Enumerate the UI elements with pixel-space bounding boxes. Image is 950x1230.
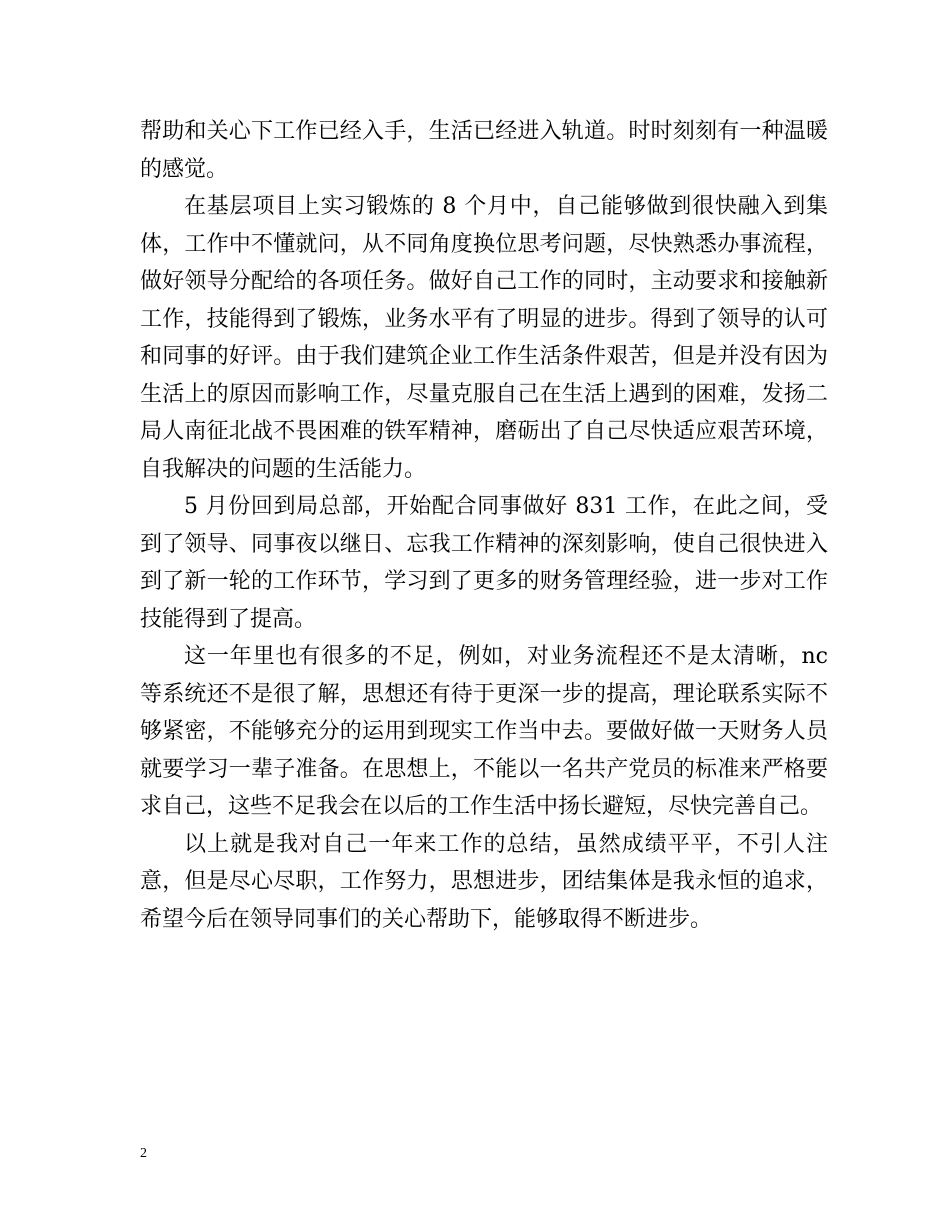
paragraph-3: 5 月份回到局总部，开始配合同事做好 831 工作，在此之间，受到了领导、同事夜以继日、忘我工作精神的深刻影响，使自己很快进入到了新一轮的工作环节，学习到了更多的财务管理经验，进一步对工作技能得到了提高。 (140, 494, 828, 632)
page-number: 2 (140, 1146, 147, 1161)
paragraph-2: 在基层项目上实习锻炼的 8 个月中，自己能够做到很快融入到集体，工作中不懂就问，从不同角度换位思考问题，尽快熟悉办事流程，做好领导分配给的各项任务。做好自己工作的同时，主动要求和接触新工作，技能得到了锻炼，业务水平有了明显的进步。得到了领导的认可和同事的好评。由于我们建筑企业工作生活条件艰苦，但是并没有因为生活上的原因而影响工作，尽量克服自己在生活上遇到的困难，发扬二局人南征北战不畏困难的铁军精神，磨砺出了自己尽快适应艰苦环境，自我解决的问题的生活能力。 (140, 194, 828, 482)
paragraph-5: 以上就是我对自己一年来工作的总结，虽然成绩平平，不引人注意，但是尽心尽职，工作努力，思想进步，团结集体是我永恒的追求，希望今后在领导同事们的关心帮助下，能够取得不断进步。 (140, 831, 828, 932)
paragraph-1: 帮助和关心下工作已经入手，生活已经进入轨道。时时刻刻有一种温暖的感觉。 (140, 119, 828, 182)
paragraph-4: 这一年里也有很多的不足，例如，对业务流程还不是太清晰，nc 等系统还不是很了解，思想还有待于更深一步的提高，理论联系实际不够紧密，不能够充分的运用到现实工作当中去。要做好做一天财务人员就要学习一辈子准备。在思想上，不能以一名共产党员的标准来严格要求自己，这些不足我会在以后的工作生活中扬长避短，尽快完善自己。 (140, 644, 828, 819)
document-body (140, 113, 828, 938)
